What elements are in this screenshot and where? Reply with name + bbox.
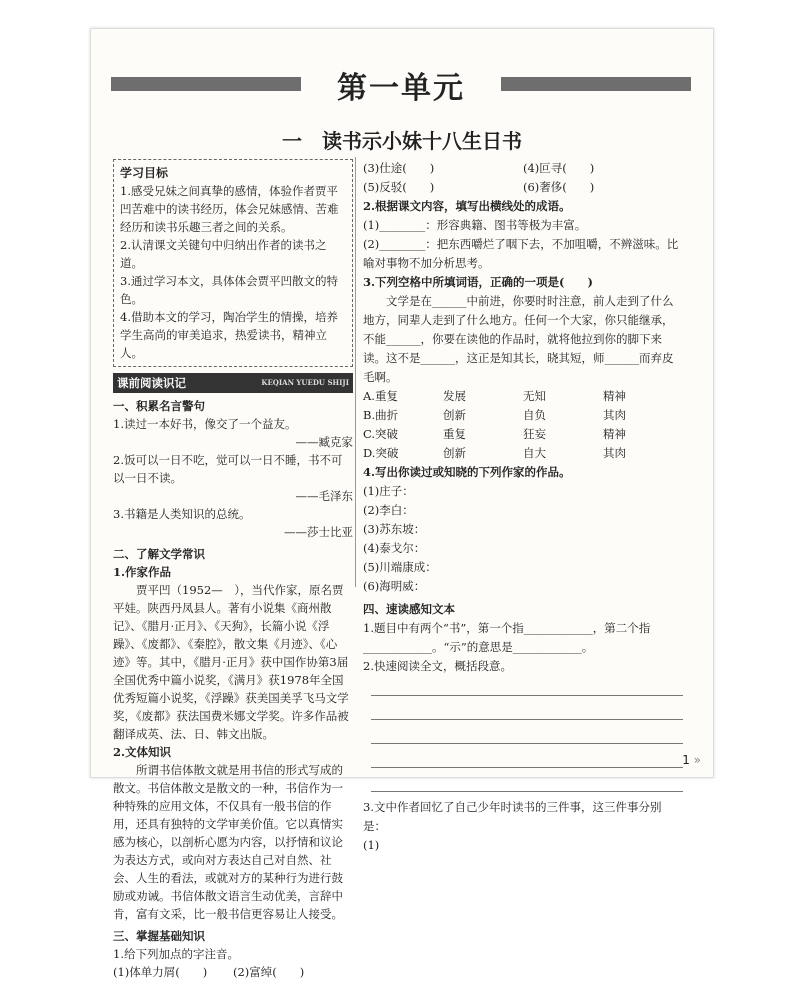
option-cell: 精神 xyxy=(603,427,626,441)
page-number-text: 1 xyxy=(682,753,690,767)
option-row[interactable] xyxy=(363,425,683,444)
goal-item: 4.借助本文的学习，陶冶学生的情操，培养学生高尚的审美追求，热爱读书，精神立人。 xyxy=(120,310,338,360)
unit-title: 第一单元 xyxy=(337,71,465,106)
option-cell: 其肉 xyxy=(603,446,626,460)
section-header xyxy=(113,373,353,393)
pinyin-item[interactable]: (5)反驳( ) xyxy=(363,180,435,194)
question-2: 2.根据课文内容，填写出横线处的成语。 xyxy=(363,199,571,213)
chevron-icon: » xyxy=(693,753,701,767)
quote-text: 3.书籍是人类知识的总统。 xyxy=(113,507,251,521)
section-title: 课前阅读识记 xyxy=(117,376,186,390)
pinyin-row xyxy=(363,178,683,197)
unit-banner xyxy=(111,69,691,106)
quotes-heading: 一、积累名言警句 xyxy=(113,399,205,413)
quote-text: 2.饭可以一日不吃，觉可以一日不睡，书不可以一日不读。 xyxy=(113,453,343,485)
goal-item: 2.认清课文关键句中归纳出作者的读书之道。 xyxy=(120,238,327,270)
option-cell: 其肉 xyxy=(603,408,626,422)
option-cell: 自负 xyxy=(523,408,546,422)
option-cell: 创新 xyxy=(443,446,466,460)
idiom-blank[interactable]: (2)________：把东西嚼烂了咽下去，不加咀嚼，不辨滋味。比喻对事物不加分析思考。 xyxy=(363,237,679,270)
section-4-heading: 四、速读感知文本 xyxy=(363,602,455,616)
option-row[interactable] xyxy=(363,444,683,463)
author-paragraph: 贾平凹（1952— ），当代作家，原名贾平娃。陕西丹凤县人。著有小说集《商州散记》、《腊月·正月》、《天狗》，长篇小说《浮躁》、《废都》、《秦腔》，散文集《月迹》、《心迹》等。其中，《腊月·正月》获中国作协第3届全国优秀中篇小说奖，《满月》获1978年全国优秀短篇小说奖，《浮躁》获美国美孚飞马文学奖，《废都》获法国费米娜文学奖。许多作品被翻译成英、法、日、韩文出版。 xyxy=(113,583,349,741)
speed-answer-1[interactable]: (1) xyxy=(363,838,380,852)
goal-item: 1.感受兄妹之间真挚的感情，体验作者贾平凹苦难中的读书经历，体会兄妹感情、苦难经历和读书乐趣三者之间的关系。 xyxy=(120,184,339,234)
goal-item: 3.通过学习本文，具体体会贾平凹散文的特色。 xyxy=(120,274,338,306)
option-cell: B.曲折 xyxy=(363,408,399,422)
answer-line[interactable] xyxy=(371,678,683,696)
speed-question-3: 3.文中作者回忆了自己少年时读书的三件事，这三件事分别是： xyxy=(363,800,662,833)
quote-source: ——臧克家 xyxy=(295,435,353,449)
option-cell: 自大 xyxy=(523,446,546,460)
left-column xyxy=(113,159,353,981)
idiom-blank[interactable]: (1)________：形容典籍、图书等极为丰富。 xyxy=(363,218,587,232)
writer-item[interactable]: (5)川端康成： xyxy=(363,560,437,574)
genre-paragraph: 所谓书信体散文就是用书信的形式写成的散文。书信体散文是散文的一种，书信作为一种特殊的应用文体，不仅具有一般书信的作用，还具有独特的文学审美价值。它以真情实感为核心，以剖析心愿为内容，以抒情和议论为表达方式，或向对方表达自己对自然、社会、人生的看法，或就对方的某种行为进行鼓励或劝诫。书信体散文语言生动优美，言辞中肯，富有文采，比一般书信更容易让人接受。 xyxy=(113,763,343,921)
pinyin-row xyxy=(363,159,683,178)
pinyin-item[interactable]: (6)奢侈( ) xyxy=(523,180,595,194)
author-heading: 1.作家作品 xyxy=(113,565,172,579)
option-cell: C.突破 xyxy=(363,427,399,441)
option-row[interactable] xyxy=(363,406,683,425)
pinyin-item[interactable]: (4)叵寻( ) xyxy=(523,161,595,175)
section-title-en: KEQIAN YUEDU SHIJI xyxy=(261,378,349,387)
answer-line[interactable] xyxy=(371,726,683,744)
option-cell: 创新 xyxy=(443,408,466,422)
writer-item[interactable]: (1)庄子： xyxy=(363,484,414,498)
option-cell: 狂妄 xyxy=(523,427,546,441)
option-cell: 重复 xyxy=(443,427,466,441)
answer-line[interactable] xyxy=(371,750,683,768)
banner-bar-right xyxy=(501,77,691,91)
pinyin-item[interactable]: (2)富绰( ) xyxy=(233,965,305,979)
answer-line[interactable] xyxy=(371,702,683,720)
lesson-title: 一 读书示小妹十八生日书 xyxy=(282,129,522,153)
goals-heading: 学习目标 xyxy=(120,166,169,180)
pinyin-item[interactable]: (3)仕途( ) xyxy=(363,161,435,175)
lit-heading: 二、了解文学常识 xyxy=(113,547,205,561)
basics-heading: 三、掌握基础知识 xyxy=(113,929,205,943)
quote-source: ——莎士比亚 xyxy=(284,525,353,539)
learning-goals-box xyxy=(113,159,353,367)
basics-question: 1.给下列加点的字注音。 xyxy=(113,947,239,961)
quote-text: 1.读过一本好书，像交了一个益友。 xyxy=(113,417,297,431)
question-3-passage: 文学是在______中前进，你要时时注意，前人走到了什么地方，同辈人走到了什么地方。任何一个大家，你只能继承，不能______，你要在读他的作品时，就将他拉到你的脚下来读。这不是______，这正是知其长，晓其短，师______而弃皮毛啊。 xyxy=(363,294,674,384)
banner-bar-left xyxy=(111,77,301,91)
pinyin-row xyxy=(113,963,353,981)
page xyxy=(90,28,714,979)
writer-item[interactable]: (6)海明威： xyxy=(363,579,426,593)
option-cell: D.突破 xyxy=(363,446,399,460)
question-4: 4.写出你读过或知晓的下列作家的作品。 xyxy=(363,465,571,479)
right-column xyxy=(363,159,683,855)
writer-item[interactable]: (3)苏东坡： xyxy=(363,522,426,536)
option-cell: 发展 xyxy=(443,389,466,403)
answer-line[interactable] xyxy=(371,774,683,792)
page-number xyxy=(682,753,701,767)
writer-item[interactable]: (2)李白： xyxy=(363,503,414,517)
option-row[interactable] xyxy=(363,387,683,406)
genre-heading: 2.文体知识 xyxy=(113,745,172,759)
question-3: 3.下列空格中所填词语，正确的一项是( ) xyxy=(363,275,593,289)
option-cell: A.重复 xyxy=(363,389,398,403)
speed-question-2: 2.快速阅读全文，概括段意。 xyxy=(363,659,512,673)
option-cell: 无知 xyxy=(523,389,546,403)
pinyin-item[interactable]: (1)体单力屑( ) xyxy=(113,965,208,979)
writer-item[interactable]: (4)泰戈尔： xyxy=(363,541,426,555)
column-divider xyxy=(355,157,356,587)
quote-source: ——毛泽东 xyxy=(295,489,353,503)
speed-question-1[interactable]: 1.题目中有两个“书”，第一个指____________，第二个指____________。“示”的意思是____________。 xyxy=(363,621,651,654)
option-cell: 精神 xyxy=(603,389,626,403)
